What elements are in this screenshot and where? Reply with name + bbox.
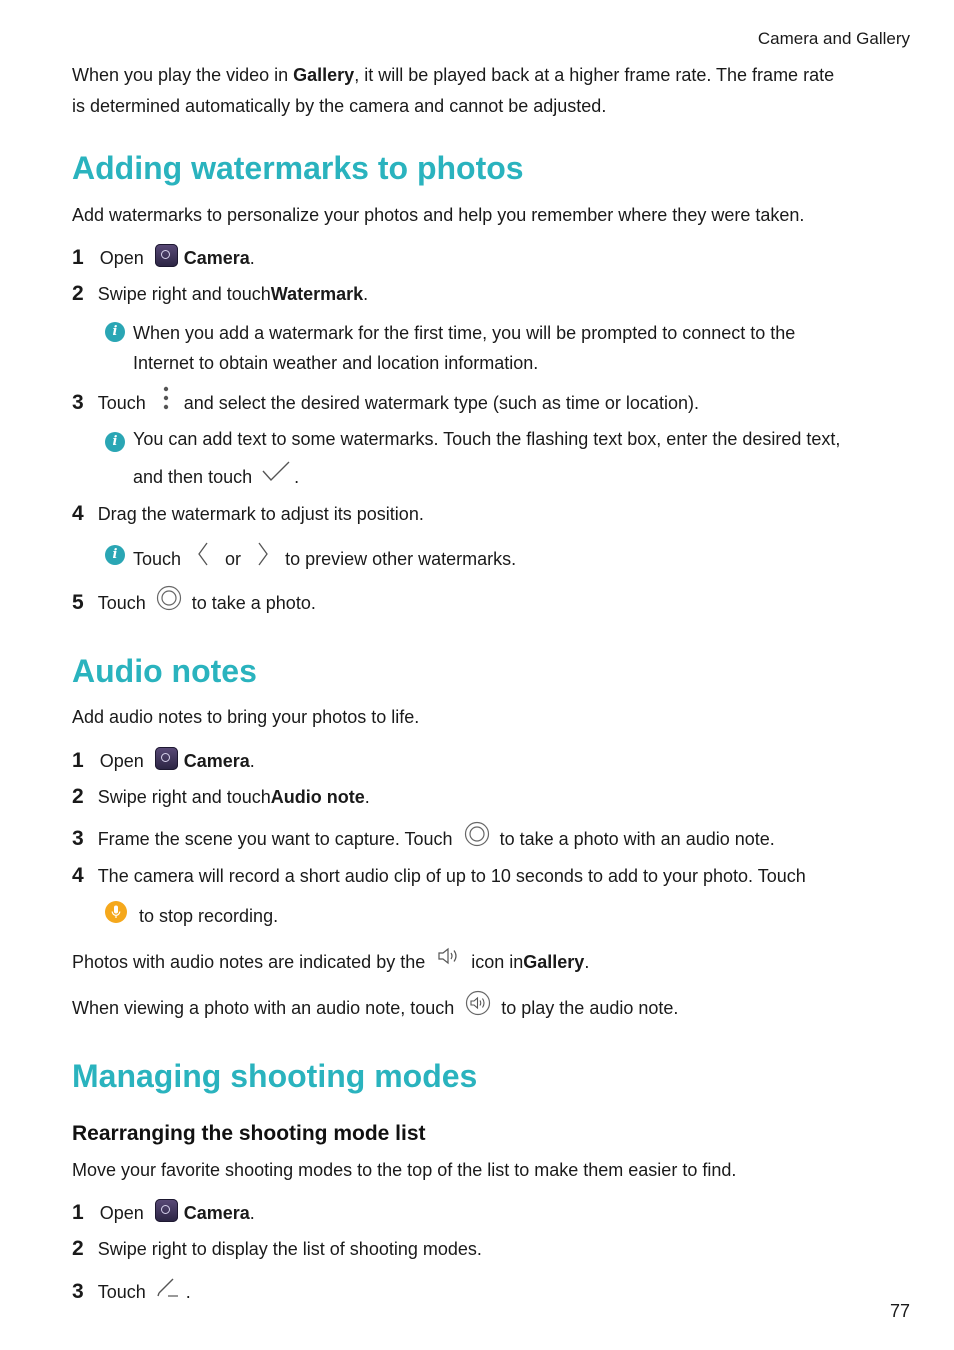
- step-number: 3: [72, 827, 84, 850]
- intro-paragraph: [72, 60, 834, 122]
- step-2: [72, 279, 368, 309]
- body-text: icon in: [471, 951, 524, 972]
- info-icon: i: [105, 545, 125, 565]
- step-5: [72, 586, 316, 620]
- step-text: Frame the scene you want to capture. Touch: [97, 828, 453, 849]
- checkmark-icon: [262, 460, 290, 482]
- section-desc: Add watermarks to personalize your photos and help you remember where they were taken.: [72, 205, 805, 225]
- step-number: 4: [72, 864, 84, 887]
- step-text: Swipe right to display the list of shooting modes.: [97, 1238, 482, 1259]
- body-text: When viewing a photo with an audio note, touch: [72, 997, 455, 1018]
- note-1: [104, 318, 795, 378]
- step-4: [72, 499, 424, 529]
- step-2: [72, 782, 370, 812]
- step-1: [72, 1197, 255, 1229]
- step-text: to stop recording.: [139, 905, 279, 926]
- section-title-watermarks: Adding watermarks to photos: [72, 150, 524, 186]
- step-text: Touch: [97, 1281, 146, 1302]
- note-2: [104, 426, 840, 492]
- step-text: The camera will record a short audio clip of up to 10 seconds to add to your photo. Touch: [97, 865, 806, 886]
- punct: .: [249, 247, 255, 268]
- intro-text: , it will be played back at a higher frame rate. The frame rate: [354, 65, 835, 85]
- note-3: [104, 540, 516, 578]
- section-title-modes: Managing shooting modes: [72, 1058, 478, 1094]
- step-number: 2: [72, 1237, 84, 1260]
- step-text: Open: [99, 1202, 144, 1223]
- step-text: Touch: [97, 392, 146, 413]
- camera-app-icon: [155, 1199, 178, 1222]
- section-desc: Move your favorite shooting modes to the top of the list to make them easier to find.: [72, 1160, 737, 1180]
- audio-note-term: Audio note: [270, 786, 365, 807]
- section-desc: Add audio notes to bring your photos to life.: [72, 707, 420, 727]
- step-1: [72, 745, 255, 777]
- edit-pencil-icon: [156, 1276, 180, 1298]
- camera-app-icon: [155, 747, 178, 770]
- audio-indicator-paragraph: [72, 944, 589, 980]
- step-1: [72, 242, 255, 274]
- running-header: Camera and Gallery: [757, 29, 910, 48]
- step-text: and select the desired watermark type (such as time or location).: [183, 392, 699, 413]
- step-3: [72, 1275, 191, 1309]
- microphone-stop-icon: [105, 901, 127, 923]
- punct: .: [249, 750, 255, 771]
- step-text: Open: [99, 247, 144, 268]
- note-text: or: [225, 548, 242, 569]
- chevron-left-icon: [197, 542, 209, 566]
- step-number: 1: [72, 1201, 84, 1224]
- punct: .: [294, 466, 300, 487]
- step-number: 4: [72, 502, 84, 525]
- note-text: You can add text to some watermarks. Touch the flashing text box, enter the desired text,: [133, 429, 841, 449]
- step-text: Swipe right and touch: [97, 283, 271, 304]
- step-number: 5: [72, 591, 84, 614]
- intro-text: When you play the video in: [72, 65, 294, 85]
- more-vertical-icon: [160, 384, 172, 412]
- intro-text: is determined automatically by the camera and cannot be adjusted.: [72, 96, 607, 116]
- punct: .: [185, 1281, 191, 1302]
- camera-app-icon: [155, 244, 178, 267]
- punct: .: [364, 786, 370, 807]
- note-text: Internet to obtain weather and location information.: [133, 353, 539, 373]
- step-4: [72, 861, 806, 933]
- camera-term: Camera: [183, 1202, 250, 1223]
- note-text: When you add a watermark for the first time, you will be prompted to connect to the: [133, 323, 796, 343]
- punct: .: [363, 283, 369, 304]
- chevron-right-icon: [257, 542, 269, 566]
- step-number: 1: [72, 246, 84, 269]
- punct: .: [584, 951, 590, 972]
- note-text: Touch: [133, 548, 182, 569]
- step-number: 3: [72, 391, 84, 414]
- info-icon: i: [105, 432, 125, 452]
- step-text: Swipe right and touch: [97, 786, 271, 807]
- step-text: Open: [99, 750, 144, 771]
- info-icon: i: [105, 322, 125, 342]
- punct: .: [249, 1202, 255, 1223]
- step-number: 2: [72, 785, 84, 808]
- watermark-term: Watermark: [270, 283, 364, 304]
- step-number: 1: [72, 749, 84, 772]
- page-number: 77: [889, 1301, 910, 1321]
- note-text: and then touch: [133, 466, 253, 487]
- step-3: [72, 822, 775, 856]
- play-audio-icon: [465, 990, 491, 1016]
- step-text: to take a photo.: [191, 592, 316, 613]
- body-text: Photos with audio notes are indicated by the: [72, 951, 426, 972]
- audio-play-paragraph: [72, 990, 678, 1026]
- step-text: to take a photo with an audio note.: [499, 828, 775, 849]
- gallery-term: Gallery: [523, 951, 585, 972]
- step-text: Touch: [97, 592, 146, 613]
- camera-term: Camera: [183, 247, 250, 268]
- step-number: 3: [72, 1280, 84, 1303]
- step-text: Drag the watermark to adjust its position.: [97, 503, 424, 524]
- body-text: to play the audio note.: [501, 997, 679, 1018]
- speaker-icon: [437, 946, 461, 966]
- step-2: [72, 1234, 482, 1264]
- step-number: 2: [72, 282, 84, 305]
- step-3: [72, 386, 699, 420]
- subsection-title: Rearranging the shooting mode list: [72, 1122, 426, 1145]
- shutter-icon: [464, 821, 490, 847]
- shutter-icon: [156, 585, 182, 611]
- camera-term: Camera: [183, 750, 250, 771]
- section-title-audio: Audio notes: [72, 653, 257, 689]
- gallery-term: Gallery: [293, 65, 355, 85]
- note-text: to preview other watermarks.: [285, 548, 517, 569]
